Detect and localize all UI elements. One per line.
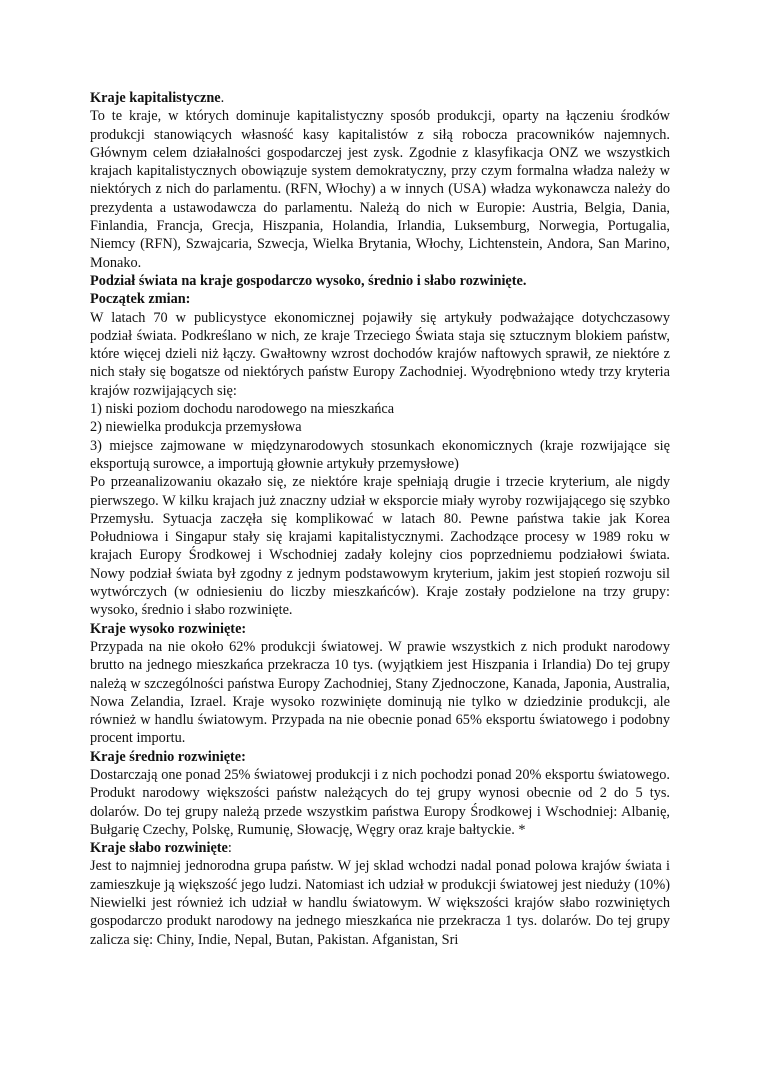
section-heading-medium-developed: Kraje średnio rozwinięte: xyxy=(90,748,246,765)
paragraph-beginning-of-changes: W latach 70 w publicystyce ekonomicznej pojawiły się artykuły podważające dotychczasowy podział świata. Podkreślano w nich, ze kraje Trzeciego Świata staja się sztucznym blokiem państw, które więcej dzieli niż łączy. Gwałtowny wzrost dochodów krajów naftowych sprawił, ze niektóre z nich stały się bogatsze od niektórych państw Europy Zachodniej. Wyodrębniono wtedy trzy kryteria krajów rozwijających się: xyxy=(90,309,670,399)
paragraph-highly-developed: Przypada na nie około 62% produkcji światowej. W prawie wszystkich z nich produkt narodowy brutto na jednego mieszkańca przekracza 10 tys. (wyjątkiem jest Hiszpania i Irlandia) Do tej grupy należą w szczególności państwa Europy Zachodniej, Stany Zjednoczone, Kanada, Japonia, Australia, Nowa Zelandia, Izrael. Kraje wysoko rozwinięte dominują nie tylko w dziedzinie produkcji, ale również w handlu światowym. Przypada na nie obecnie ponad 65% eksportu światowego i podobny procent importu. xyxy=(90,638,670,747)
heading-text: Kraje słabo rozwinięte xyxy=(90,840,228,857)
section-heading-poorly-developed xyxy=(90,839,670,857)
heading-suffix: : xyxy=(227,840,232,857)
section-heading-capitalist-countries xyxy=(90,89,670,107)
criteria-list-item: 2) niewielka produkcja przemysłowa xyxy=(90,419,302,436)
paragraph-poorly-developed: Jest to najmniej jednorodna grupa państw. W jej sklad wchodzi nadal ponad polowa krajów świata i zamieszkuje ją większość jego ludzi. Natomiast ich udział w produkcji światowej jest nieduży (10%) Niewielki jest również ich udział w handlu światowym. W większości krajów słabo rozwiniętych gospodarczo produkt narodowy na jednego mieszkańca nie przekracza 1 tys. dolarów. Do tej grupy zalicza się: Chiny, Indie, Nepal, Butan, Pakistan. Afganistan, Sri xyxy=(90,858,670,948)
paragraph-capitalist-countries: To te kraje, w których dominuje kapitalistyczny sposób produkcji, oparty na łączeniu środków produkcji stanowiących własność kasy kapitalistów z siłą robocza pracowników najemnych. Głównym celem działalności gospodarczej jest zysk. Zgodnie z klasyfikacja ONZ we wszystkich krajach kapitalistycznych obowiązuje system demokratyczny, przy czym formalna władza należy w niektórych z nich do parlamentu. (RFN, Włochy) a w innych (USA) władza wykonawcza należy do prezydenta a ustawodawcza do parlamentu. Należą do nich w Europie: Austria, Belgia, Dania, Finlandia, Francja, Grecja, Hiszpania, Holandia, Irlandia, Luksemburg, Norwegia, Portugalia, Niemcy (RFN), Szwajcaria, Szwecja, Wielka Brytania, Włochy, Lichtenstein, Andora, San Marino, Monako. xyxy=(90,108,670,271)
paragraph-analysis: Po przeanalizowaniu okazało się, ze niektóre kraje spełniają drugie i trzecie kryterium, ale nigdy pierwszego. W kilku krajach już znaczny udział w eksporcie miały wyroby rozwijającego się szybko Przemysłu. Sytuacja zaczęła się komplikować w latach 80. Pewne państwa takie jak Korea Południowa i Singapur stały się krajami kapitalistycznymi. Zachodzące procesy w 1989 roku w krajach Europy Środkowej i Wschodniej zadały kolejny cios poprzedniemu podziałowi świata. Nowy podział świata był zgodny z jednym podstawowym kryterium, jakim jest stopień rozwoju sil wytwórczych (w odniesieniu do liczby mieszkańców). Kraje zostały podzielone na trzy grupy: wysoko, średnio i słabo rozwinięte. xyxy=(90,474,670,619)
section-heading-beginning-of-changes: Początek zmian: xyxy=(90,291,191,308)
criteria-list-item: 3) miejsce zajmowane w międzynarodowych stosunkach ekonomicznych (kraje rozwijające się eksportują surowce, a importują głownie artykuły przemysłowe) xyxy=(90,437,670,472)
heading-text: Kraje kapitalistyczne xyxy=(90,90,221,106)
criteria-list-item: 1) niski poziom dochodu narodowego na mieszkańca xyxy=(90,401,395,418)
paragraph-medium-developed: Dostarczają one ponad 25% światowej produkcji i z nich pochodzi ponad 20% eksportu światowego. Produkt narodowy większości państw należących do tej grupy wynosi obecnie od 2 do 5 tys. dolarów. Do tej grupy należą przede wszystkim państwa Europy Środkowej i Wschodniej: Albanię, Bułgarię Czechy, Polskę, Rumunię, Słowację, Węgry oraz kraje bałtyckie. * xyxy=(90,766,670,838)
section-heading-highly-developed: Kraje wysoko rozwinięte: xyxy=(90,620,247,637)
section-heading-world-division: Podział świata na kraje gospodarczo wysoko, średnio i słabo rozwinięte. xyxy=(90,272,527,289)
heading-suffix: . xyxy=(220,90,225,106)
document-page xyxy=(90,89,670,949)
